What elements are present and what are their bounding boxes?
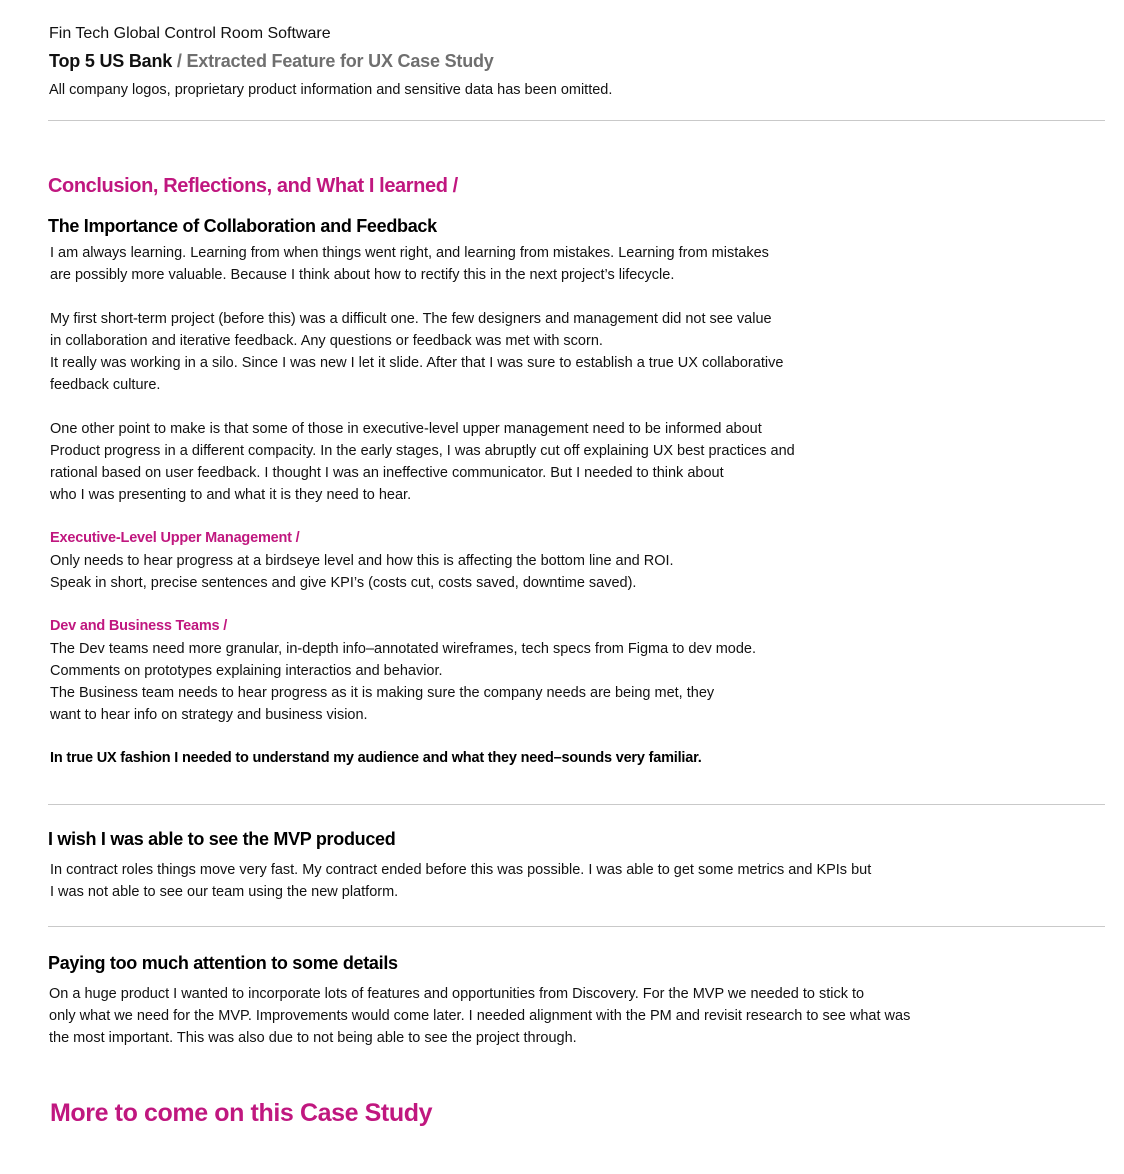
paragraph-line: feedback culture. [50,377,161,393]
page-headline [49,51,494,72]
paragraph-dev-business-needs [50,638,756,726]
heading-collaboration: The Importance of Collaboration and Feedback [48,216,437,236]
paragraph-line: On a huge product I wanted to incorporate lots of features and opportunities from Discovery. For the MVP we needed to stick to [49,986,865,1002]
closing-statement: In true UX fashion I needed to understand my audience and what they need–sounds very familiar. [50,750,702,766]
paragraph-line: The Dev teams need more granular, in-depth info–annotated wireframes, tech specs from Figma to dev mode. [50,641,757,657]
headline-muted: / Extracted Feature for UX Case Study [172,51,494,71]
paragraph-line: the most important. This was also due to not being able to see the project through. [49,1030,577,1046]
app-title: Fin Tech Global Control Room Software [49,25,331,42]
paragraph-line: rational based on user feedback. I thought I was an ineffective communicator. But I needed to think about [50,465,724,481]
disclaimer-text: All company logos, proprietary product information and sensitive data has been omitted. [49,82,613,98]
heading-details: Paying too much attention to some details [48,953,398,973]
paragraph-learning [50,242,769,286]
paragraph-executive-point [50,418,795,506]
header-divider [48,120,1105,121]
heading-mvp: I wish I was able to see the MVP produced [48,829,396,849]
paragraph-line: only what we need for the MVP. Improvements would come later. I needed alignment with the PM and revisit research to see what was [49,1008,911,1024]
section-divider [48,804,1105,805]
paragraph-line: Product progress in a different compacity. In the early stages, I was abruptly cut off explaining UX best practices and [50,443,795,459]
paragraph-line: are possibly more valuable. Because I think about how to rectify this in the next project’s lifecycle. [50,267,675,283]
paragraph-line: One other point to make is that some of those in executive-level upper management need to be informed about [50,421,762,437]
paragraph-line: My first short-term project (before this) was a difficult one. The few designers and management did not see value [50,311,772,327]
paragraph-line: Comments on prototypes explaining interactios and behavior. [50,663,443,679]
headline-main: Top 5 US Bank [49,51,173,71]
label-dev-business-teams: Dev and Business Teams / [50,618,228,634]
paragraph-line: Speak in short, precise sentences and give KPI’s (costs cut, costs saved, downtime saved). [50,575,637,591]
paragraph-details [49,983,910,1049]
paragraph-line: In contract roles things move very fast. My contract ended before this was possible. I was able to get some metrics and KPIs but [50,862,872,878]
section-title-conclusion: Conclusion, Reflections, and What I learned / [48,175,458,197]
paragraph-executive-needs [50,550,674,594]
paragraph-line: I am always learning. Learning from when things went right, and learning from mistakes. Learning from mistakes [50,245,769,261]
paragraph-mvp [50,859,871,903]
paragraph-line: Only needs to hear progress at a birdseye level and how this is affecting the bottom line and ROI. [50,553,674,569]
paragraph-line: want to hear info on strategy and business vision. [50,707,368,723]
section-divider [48,926,1105,927]
label-executive-management: Executive-Level Upper Management / [50,530,300,546]
paragraph-first-project [50,308,783,396]
paragraph-line: in collaboration and iterative feedback. Any questions or feedback was met with scorn. [50,333,603,349]
paragraph-line: It really was working in a silo. Since I was new I let it slide. After that I was sure to establish a true UX collaborative [50,355,784,371]
paragraph-line: The Business team needs to hear progress as it is making sure the company needs are being met, they [50,685,715,701]
paragraph-line: who I was presenting to and what it is they need to hear. [50,487,412,503]
more-to-come-title: More to come on this Case Study [50,1099,433,1127]
paragraph-line: I was not able to see our team using the new platform. [50,884,399,900]
